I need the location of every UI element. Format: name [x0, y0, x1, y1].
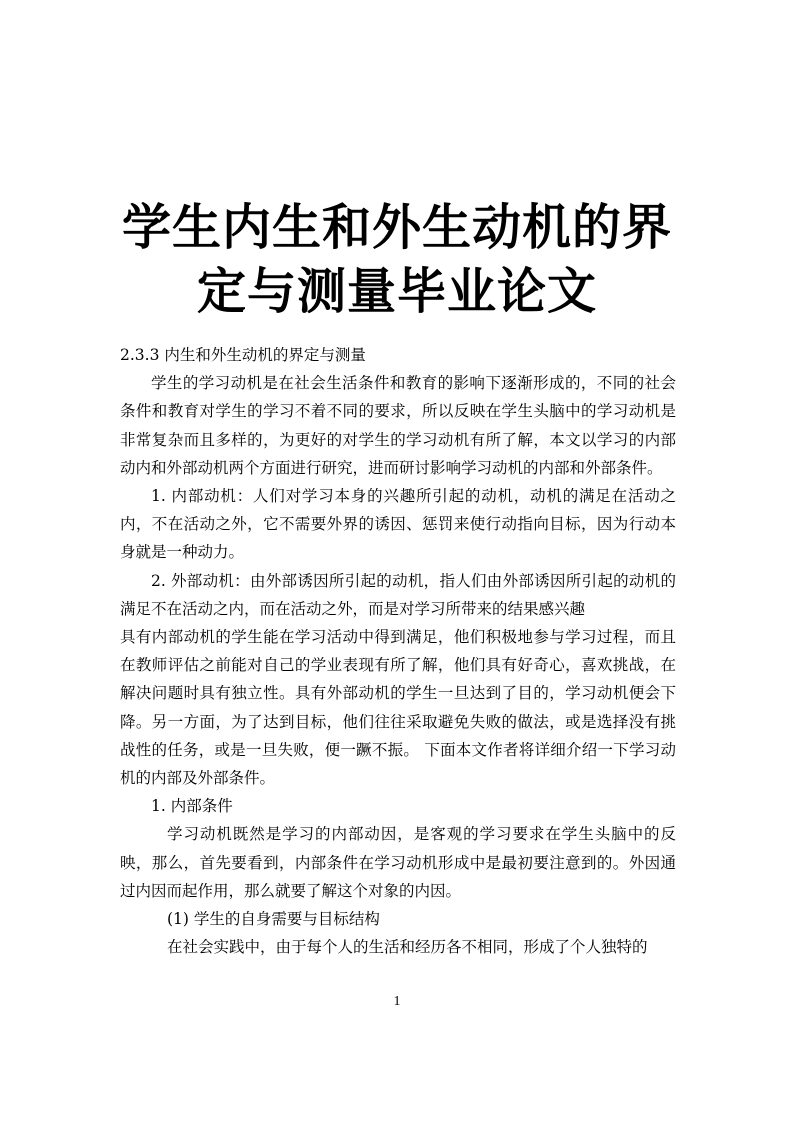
page-number: 1: [393, 994, 401, 1009]
title-line-2: 定与测量毕业论文: [196, 263, 597, 320]
needs-paragraph: 在社会实践中，由于每个人的生活和经历各不相同，形成了个人独特的: [167, 938, 648, 957]
continuation-paragraph: 具有内部动机的学生能在学习活动中得到满足，他们积极地参与学习过程，而且在教师评估之前能对自己的学业表现有所了解，他们具有好奇心，喜欢挑战，在解决问题时具有独立性。具有外部动机的学生一旦达到了目的，学习动机便会下降。另一方面，为了达到目标，他们往往采取避免失败的做法，或是选择没有挑战性的任务，或是一旦失败，便一蹶不振。 下面本文作者将详细介绍一下学习动机的内部及外部条件。: [120, 628, 676, 788]
document-body: [120, 341, 676, 961]
intro-paragraph: 学生的学习动机是在社会生活条件和教育的影响下逐渐形成的，不同的社会条件和教育对学生的学习不着不同的要求，所以反映在学生头脑中的学习动机是非常复杂而且多样的，为更好的对学生的学习动机有所了解，本文以学习的内部动内和外部动机两个方面进行研究，进而研讨影响学习动机的内部和外部条件。: [120, 374, 676, 477]
document-title: [100, 196, 694, 324]
subheading-internal-conditions: 1. 内部条件: [151, 797, 233, 816]
item-internal-motivation: 1. 内部动机：人们对学习本身的兴趣所引起的动机，动机的满足在活动之内，不在活动之外，它不需要外界的诱因、惩罚来使行动指向目标，因为行动本身就是一种动力。: [120, 487, 676, 562]
title-line-1: 学生内生和外生动机的界: [121, 199, 672, 256]
section-heading: 2.3.3 内生和外生动机的界定与测量: [120, 346, 366, 364]
item-external-motivation: 2. 外部动机：由外部诱因所引起的动机，指人们由外部诱因所引起的动机的满足不在活动之内，而在活动之外，而是对学习所带来的结果感兴趣: [120, 571, 676, 618]
internal-conditions-paragraph: 学习动机既然是学习的内部动因，是客观的学习要求在学生头脑中的反映，那么，首先要看到，内部条件在学习动机形成中是最初要注意到的。外因通过内因而起作用，那么就要了解这个对象的内因。: [120, 825, 676, 900]
subheading-needs-and-goals: (1) 学生的自身需要与目标结构: [167, 910, 380, 929]
